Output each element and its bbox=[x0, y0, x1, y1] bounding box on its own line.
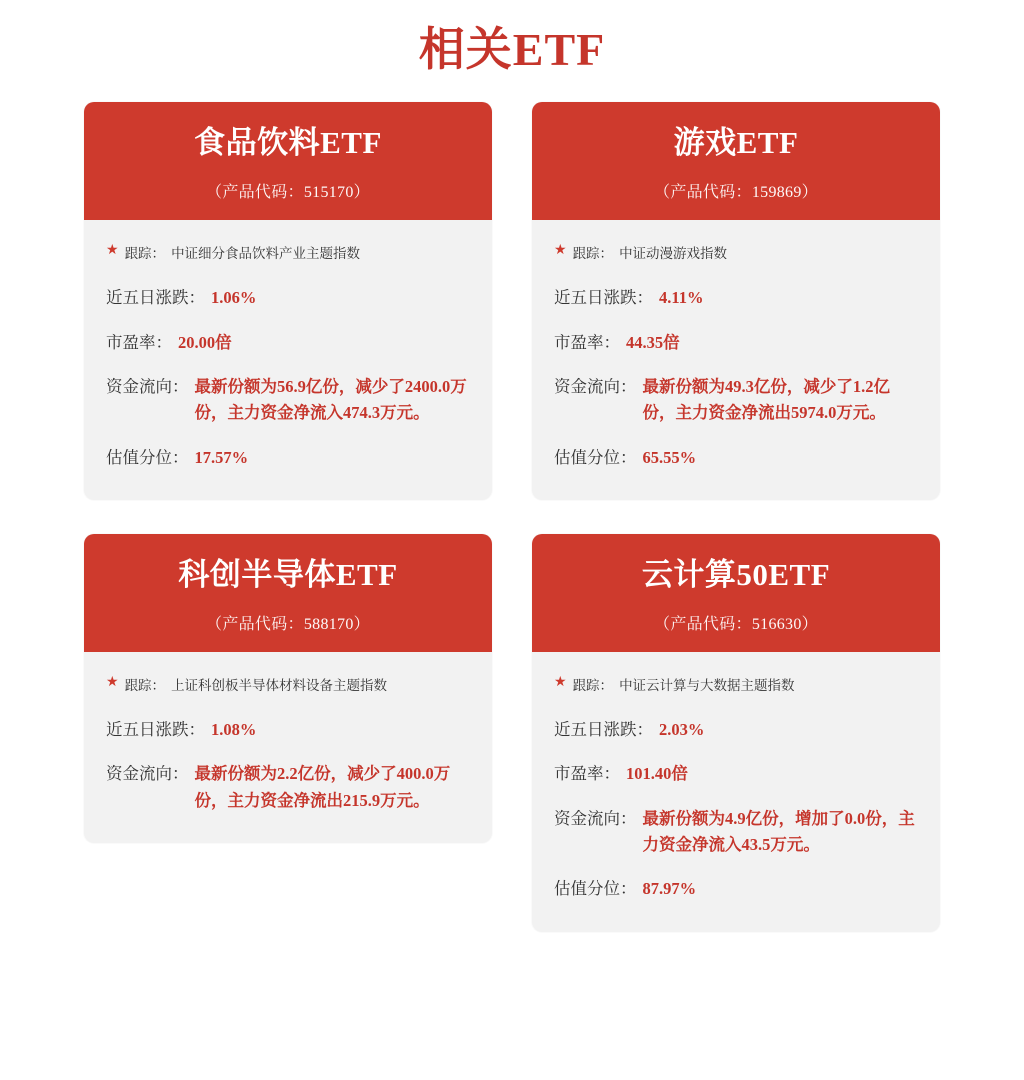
etf-flow-value: 最新份额为2.2亿份，减少了400.0万份，主力资金净流出215.9万元。 bbox=[194, 764, 451, 810]
etf-flow-label: 资金流向： bbox=[554, 376, 637, 396]
etf-five-day-label: 近五日涨跌： bbox=[106, 719, 205, 739]
etf-five-day-label: 近五日涨跌： bbox=[554, 719, 653, 739]
etf-track-value: 中证细分食品饮料产业主题指数 bbox=[171, 246, 361, 262]
etf-pe-row bbox=[554, 321, 918, 365]
etf-track-row bbox=[106, 238, 470, 276]
etf-five-day-row bbox=[106, 708, 470, 752]
etf-track-label: 跟踪： bbox=[572, 677, 614, 693]
etf-card[interactable] bbox=[532, 102, 940, 500]
etf-track-row bbox=[554, 238, 918, 276]
etf-five-day-value: 4.11% bbox=[659, 288, 704, 308]
etf-pe-label: 市盈率： bbox=[554, 764, 620, 784]
etf-valuation-value: 65.55% bbox=[642, 447, 697, 467]
etf-pe-row bbox=[554, 752, 918, 796]
etf-flow-label: 资金流向： bbox=[554, 808, 637, 828]
etf-card[interactable] bbox=[532, 534, 940, 932]
etf-track-label: 跟踪： bbox=[124, 246, 166, 262]
etf-card-body bbox=[84, 652, 492, 843]
etf-five-day-value: 2.03% bbox=[659, 719, 705, 739]
etf-valuation-row bbox=[106, 436, 470, 480]
etf-card-header bbox=[84, 102, 492, 220]
etf-card[interactable] bbox=[84, 102, 492, 500]
etf-five-day-label: 近五日涨跌： bbox=[106, 288, 205, 308]
etf-valuation-row bbox=[554, 867, 918, 911]
etf-pe-value: 44.35倍 bbox=[626, 332, 680, 352]
star-icon: ★ bbox=[106, 674, 119, 690]
etf-pe-value: 101.40倍 bbox=[626, 764, 688, 784]
etf-track-label: 跟踪： bbox=[572, 246, 614, 262]
star-icon: ★ bbox=[554, 243, 567, 259]
etf-flow-row bbox=[554, 797, 918, 868]
etf-code-suffix: ） bbox=[801, 615, 818, 633]
etf-code-prefix: （产品代码： bbox=[654, 615, 752, 633]
etf-name: 食品饮料ETF bbox=[194, 125, 382, 161]
etf-five-day-row bbox=[554, 276, 918, 320]
etf-valuation-row bbox=[554, 436, 918, 480]
etf-code-prefix: （产品代码： bbox=[206, 615, 304, 633]
etf-flow-row bbox=[554, 365, 918, 436]
etf-five-day-label: 近五日涨跌： bbox=[554, 288, 653, 308]
etf-code-prefix: （产品代码： bbox=[654, 184, 752, 202]
etf-flow-label: 资金流向： bbox=[106, 376, 189, 396]
etf-code bbox=[542, 611, 930, 634]
etf-track-value: 上证科创板半导体材料设备主题指数 bbox=[171, 677, 388, 693]
etf-code-suffix: ） bbox=[353, 615, 370, 633]
etf-flow-value: 最新份额为4.9亿份，增加了0.0份，主力资金净流入43.5万元。 bbox=[642, 808, 915, 855]
etf-code bbox=[94, 179, 482, 202]
etf-track-row bbox=[554, 670, 918, 708]
etf-code-value: 159869 bbox=[751, 184, 802, 202]
etf-valuation-label: 估值分位： bbox=[554, 447, 637, 467]
etf-pe-label: 市盈率： bbox=[106, 332, 172, 352]
etf-track-label: 跟踪： bbox=[124, 677, 166, 693]
etf-valuation-label: 估值分位： bbox=[554, 879, 637, 899]
etf-pe-value: 20.00倍 bbox=[178, 332, 232, 352]
etf-card[interactable] bbox=[84, 534, 492, 843]
etf-flow-value: 最新份额为49.3亿份，减少了1.2亿份，主力资金净流出5974.0万元。 bbox=[642, 376, 890, 423]
etf-track-value: 中证动漫游戏指数 bbox=[619, 246, 728, 262]
etf-pe-row bbox=[106, 321, 470, 365]
etf-five-day-row bbox=[106, 276, 470, 320]
etf-card-body bbox=[84, 220, 492, 500]
etf-code-value: 515170 bbox=[303, 184, 354, 202]
etf-five-day-row bbox=[554, 708, 918, 752]
etf-flow-row bbox=[106, 365, 470, 436]
etf-card-grid bbox=[0, 92, 1024, 949]
etf-valuation-value: 17.57% bbox=[194, 447, 249, 467]
star-icon: ★ bbox=[106, 243, 119, 259]
etf-code bbox=[94, 611, 482, 634]
etf-card-header bbox=[84, 534, 492, 652]
etf-card-header bbox=[532, 534, 940, 652]
etf-track-value: 中证云计算与大数据主题指数 bbox=[619, 677, 795, 693]
etf-name: 游戏ETF bbox=[673, 125, 799, 161]
etf-valuation-value: 87.97% bbox=[642, 879, 697, 899]
page-title: 相关ETF bbox=[418, 24, 606, 75]
etf-name: 科创半导体ETF bbox=[178, 557, 398, 593]
etf-flow-value: 最新份额为56.9亿份，减少了2400.0万份，主力资金净流入474.3万元。 bbox=[194, 376, 467, 423]
etf-code-value: 516630 bbox=[751, 615, 802, 633]
etf-card-body bbox=[532, 220, 940, 500]
etf-code-suffix: ） bbox=[353, 184, 370, 202]
etf-card-body bbox=[532, 652, 940, 932]
etf-track-row bbox=[106, 670, 470, 708]
etf-name: 云计算50ETF bbox=[641, 557, 831, 593]
etf-flow-row bbox=[106, 752, 470, 823]
etf-pe-label: 市盈率： bbox=[554, 332, 620, 352]
etf-flow-label: 资金流向： bbox=[106, 764, 189, 784]
etf-five-day-value: 1.06% bbox=[211, 288, 257, 308]
etf-code-prefix: （产品代码： bbox=[206, 184, 304, 202]
etf-code-suffix: ） bbox=[801, 184, 818, 202]
etf-five-day-value: 1.08% bbox=[211, 719, 257, 739]
etf-code bbox=[542, 179, 930, 202]
star-icon: ★ bbox=[554, 674, 567, 690]
etf-valuation-label: 估值分位： bbox=[106, 447, 189, 467]
etf-card-header bbox=[532, 102, 940, 220]
etf-code-value: 588170 bbox=[303, 615, 354, 633]
